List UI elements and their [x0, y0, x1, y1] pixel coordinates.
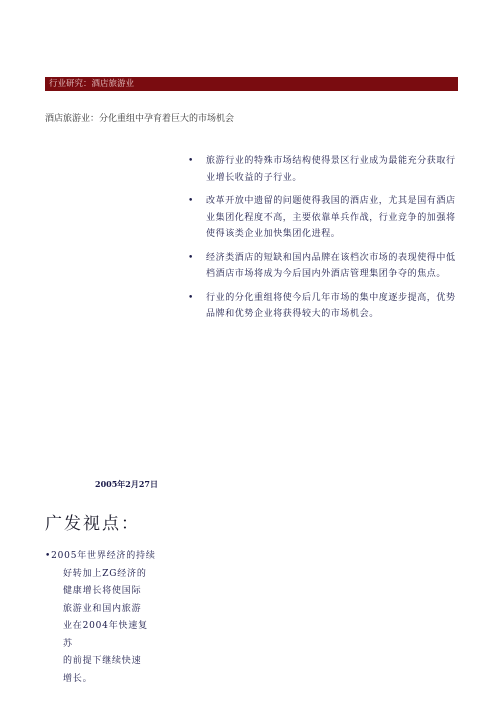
- document-subtitle: 酒店旅游业：分化重组中孕育着巨大的市场机会: [45, 114, 235, 124]
- key-point: [188, 193, 463, 243]
- section-title: 广发视点：: [45, 514, 140, 534]
- sidebar-note-line: •2005年世界经济的持续: [45, 551, 156, 561]
- key-points-list: [188, 153, 463, 330]
- key-point: [188, 250, 463, 283]
- sidebar-note-line: 好转加上ZG经济的: [63, 568, 147, 579]
- sidebar-note-line: 增长。: [63, 673, 93, 684]
- bullet-icon: •: [188, 196, 194, 206]
- key-point-text: 改革开放中遗留的问题使得我国的酒店业，尤其是国有酒店业集团化程度不高，主要依靠单兵作战，行业竞争的加强将使得该类企业加快集团化进程。: [206, 196, 456, 239]
- bullet-icon: •: [188, 252, 194, 263]
- key-point: [188, 153, 463, 186]
- bullet-icon: •: [188, 156, 194, 166]
- key-point-text: 行业的分化重组将使今后几年市场的集中度逐步提高，优势品牌和优势企业将获得较大的市场机会。: [206, 292, 456, 319]
- header-bar: [45, 77, 458, 91]
- sidebar-note-line: 的前提下继续快速: [63, 656, 142, 666]
- sidebar-note-line: 旅游业和国内旅游: [63, 603, 142, 614]
- sidebar-note: [45, 548, 157, 688]
- header-category: 行业研究：酒店旅游业: [49, 79, 135, 89]
- key-point-text: 经济类酒店的短缺和国内品牌在该档次市场的表现使得中低档酒店市场将成为今后国内外酒店管理集团争夺的焦点。: [206, 252, 456, 279]
- sidebar-note-lines: [45, 548, 157, 688]
- bullet-icon: •: [188, 292, 194, 303]
- sidebar-note-line: 业在2004年快速复苏: [63, 621, 148, 649]
- key-point-text: 旅游行业的特殊市场结构使得景区行业成为最能充分获取行业增长收益的子行业。: [206, 156, 456, 183]
- report-date: 2005年2月27日: [95, 479, 158, 489]
- sidebar-note-line: 健康增长将使国际: [63, 586, 142, 596]
- key-point: [188, 290, 463, 323]
- bullet-icon: •: [45, 551, 52, 561]
